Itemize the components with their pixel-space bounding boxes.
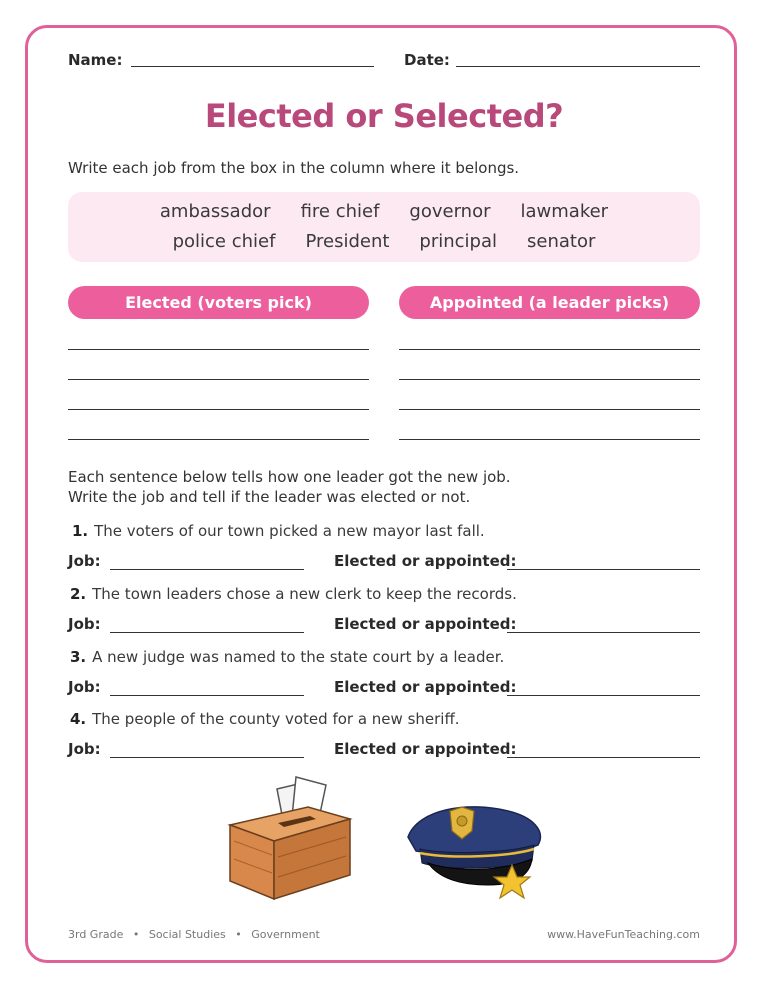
appointed-column-header: Appointed (a leader picks) <box>399 286 700 319</box>
elected-answer-line[interactable] <box>68 439 369 440</box>
question-3 <box>70 648 504 666</box>
appointed-answer-line[interactable] <box>399 349 700 350</box>
job-label: Job: <box>68 552 101 570</box>
job-answer-field[interactable] <box>110 757 304 758</box>
footer-grade: 3rd Grade <box>68 928 124 941</box>
elected-answer-line[interactable] <box>68 349 369 350</box>
question-number: 1. <box>72 522 89 540</box>
footer-subject: Social Studies <box>148 928 226 941</box>
question-number: 4. <box>70 710 87 728</box>
word-bank <box>68 192 700 262</box>
instructions-sentences-line-2: Write the job and tell if the leader was elected or not. <box>68 488 471 506</box>
instructions-sentences-line-1: Each sentence below tells how one leader got the new job. <box>68 468 511 486</box>
elected-or-appointed-label: Elected or appointed: <box>334 615 517 633</box>
job-answer-field[interactable] <box>110 632 304 633</box>
job-label: Job: <box>68 740 101 758</box>
word-bank-row-1 <box>68 201 700 222</box>
footer-website: www.HaveFunTeaching.com <box>547 928 700 941</box>
page-title: Elected or Selected? <box>204 97 564 135</box>
word-item: senator <box>527 231 596 252</box>
question-2 <box>70 585 517 603</box>
elected-or-appointed-label: Elected or appointed: <box>334 552 517 570</box>
police-hat-illustration <box>398 797 548 912</box>
appointed-answer-line[interactable] <box>399 379 700 380</box>
bullet-separator: • <box>235 928 242 941</box>
bullet-separator: • <box>132 928 140 941</box>
question-text: The town leaders chose a new clerk to keep the records. <box>92 585 517 603</box>
question-4 <box>70 710 460 728</box>
date-field[interactable] <box>456 66 700 67</box>
elected-or-appointed-field[interactable] <box>507 632 700 633</box>
elected-or-appointed-label: Elected or appointed: <box>334 740 517 758</box>
instructions-sort: Write each job from the box in the column where it belongs. <box>68 159 520 177</box>
job-label: Job: <box>68 615 101 633</box>
job-answer-field[interactable] <box>110 569 304 570</box>
word-item: ambassador <box>159 201 271 222</box>
elected-or-appointed-field[interactable] <box>507 757 700 758</box>
name-label: Name: <box>68 51 123 69</box>
name-field[interactable] <box>131 66 374 67</box>
elected-answer-line[interactable] <box>68 409 369 410</box>
question-text: The people of the county voted for a new sheriff. <box>92 710 460 728</box>
elected-column-header: Elected (voters pick) <box>68 286 369 319</box>
job-answer-field[interactable] <box>110 695 304 696</box>
question-number: 2. <box>70 585 87 603</box>
word-bank-row-2 <box>68 231 700 252</box>
appointed-answer-line[interactable] <box>399 439 700 440</box>
footer-breadcrumb <box>68 928 320 941</box>
word-item: fire chief <box>300 201 380 222</box>
job-label: Job: <box>68 678 101 696</box>
footer-topic: Government <box>251 928 320 941</box>
question-text: A new judge was named to the state court by a leader. <box>92 648 505 666</box>
question-1 <box>72 522 485 540</box>
question-text: The voters of our town picked a new mayor last fall. <box>94 522 485 540</box>
word-item: governor <box>409 201 491 222</box>
word-item: police chief <box>172 231 276 252</box>
elected-or-appointed-label: Elected or appointed: <box>334 678 517 696</box>
appointed-answer-line[interactable] <box>399 409 700 410</box>
elected-answer-line[interactable] <box>68 379 369 380</box>
elected-or-appointed-field[interactable] <box>507 695 700 696</box>
word-item: principal <box>419 231 498 252</box>
elected-or-appointed-field[interactable] <box>507 569 700 570</box>
ballot-box-illustration <box>222 775 357 905</box>
date-label: Date: <box>404 51 450 69</box>
question-number: 3. <box>70 648 87 666</box>
word-item: lawmaker <box>520 201 609 222</box>
word-item: President <box>305 231 390 252</box>
